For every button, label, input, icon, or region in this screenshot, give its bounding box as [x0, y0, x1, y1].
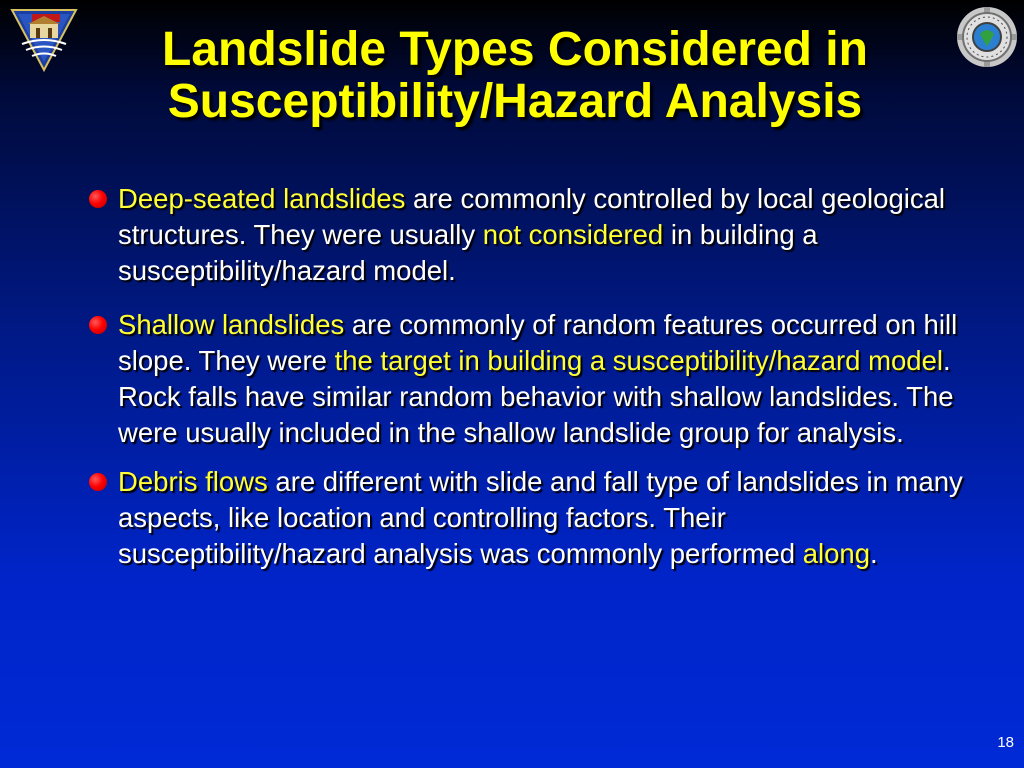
bullet-text: . Rock falls have similar random behavior with shallow landslides. The were usually included in the shallow landslide group for analysis. — [118, 345, 954, 448]
bullet-highlight-term: Deep-seated landslides — [118, 183, 406, 214]
page-number: 18 — [997, 734, 1014, 751]
bullet-dot-icon — [89, 190, 107, 208]
bullet-text: in building a susceptibility/hazard model. — [118, 219, 818, 286]
bullet-debris-flows — [88, 464, 978, 572]
bullet-highlight-phrase: along — [802, 538, 871, 569]
gear-emblem-icon — [956, 6, 1018, 68]
bullet-text: . — [870, 538, 878, 569]
slide-title-line-2: Susceptibility/Hazard Analysis — [167, 75, 863, 128]
slide-title — [80, 24, 950, 128]
slide-title-line-1: Landslide Types Considered in — [162, 23, 868, 76]
bullet-dot-icon — [89, 316, 107, 334]
bullet-text: are commonly of random features occurred on hill slope. They were — [118, 309, 958, 376]
bullet-highlight-phrase: the target in building a susceptibility/hazard model — [334, 345, 943, 376]
bullet-highlight-phrase: not considered — [482, 219, 664, 250]
university-emblem-icon — [10, 6, 78, 72]
bullet-dot-icon — [89, 473, 107, 491]
bullet-list — [88, 181, 978, 590]
bullet-text: are different with slide and fall type of landslides in many aspects, like location and controlling factors. Their susceptibility/hazard analysis was commonly performed — [118, 466, 963, 569]
bullet-highlight-term: Shallow landslides — [118, 309, 345, 340]
bullet-highlight-term: Debris flows — [118, 466, 268, 497]
bullet-shallow-landslides — [88, 307, 978, 451]
bullet-text: are commonly controlled by local geological structures. They were usually — [118, 183, 946, 250]
bullet-deep-seated-landslides — [88, 181, 978, 289]
